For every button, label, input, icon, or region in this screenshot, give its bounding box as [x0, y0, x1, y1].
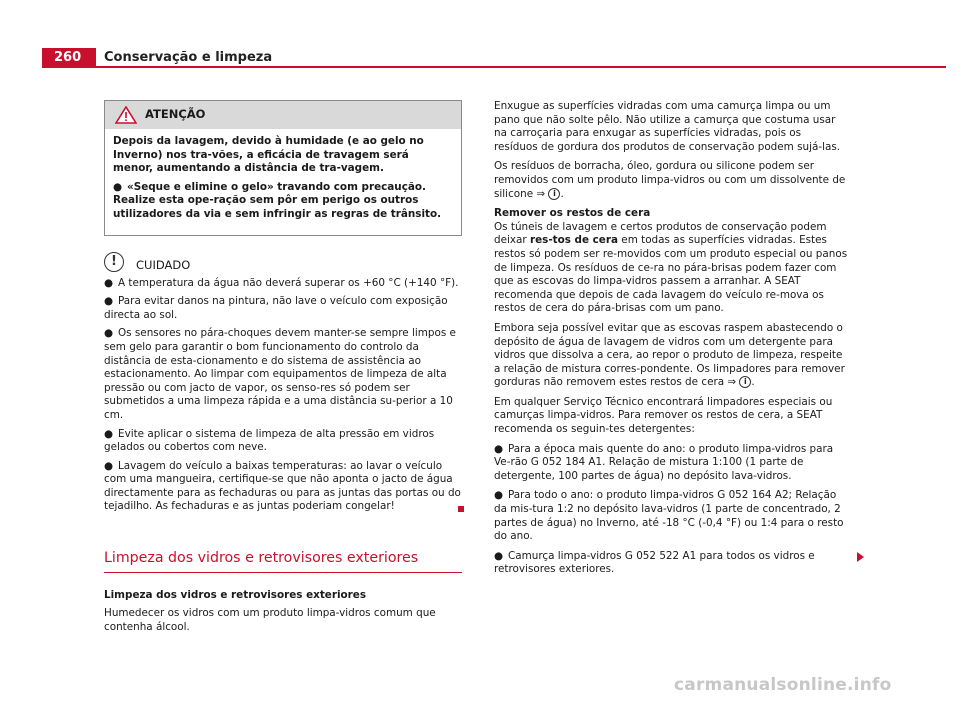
list-item-text: Camurça limpa-vidros G 052 522 A1 para todos os vidros e retrovisores exteriores. — [494, 549, 815, 576]
subsection-heading: Limpeza dos vidros e retrovisores exteriores — [104, 588, 367, 601]
bullet-icon: ● — [104, 459, 114, 472]
list-item-text: Para a época mais quente do ano: o produto limpa-vidros para Ve-rão G 052 184 A1. Relação de mistura 1:100 (1 parte de detergente, 100 partes de água) no depósito lava-vidros. — [494, 442, 834, 482]
warning-header — [105, 101, 461, 129]
warning-title: ATENÇÃO — [145, 107, 206, 122]
paragraph — [494, 221, 848, 316]
bullet-icon: ● — [494, 442, 504, 455]
caution-list — [104, 277, 462, 515]
paragraph — [494, 322, 848, 390]
caution-item-text: A temperatura da água não deverá superar os +60 °C (+140 °F). — [118, 276, 459, 289]
arrow-right-icon[interactable] — [857, 552, 864, 562]
list-item-text: Para todo o ano: o produto limpa-vidros G 052 164 A2; Relação da mis-tura 1:2 no depósito lava-vidros (1 parte de concentrado, 2 partes de água) no Inverno, até -18 °C (-0,4 °F) ou 1:4 para o resto do ano. — [494, 489, 844, 543]
caution-item — [104, 327, 462, 422]
warning-bullet-item — [113, 181, 451, 222]
paragraph-text: em todas as superfícies vidradas. Estes restos só podem ser re-movidos com um produto especial ou panos de limpeza. Os resíduos de ce-ra no pára-brisas podem fazer com que as escovas do limpa-vidros passem a arranhar. A SEAT recomenda que depois de cada lavagem do veículo re-mova os restos de cera do pára-brisas com um pano. — [494, 234, 848, 315]
bullet-icon: ● — [104, 276, 114, 289]
bullet-icon: ● — [104, 295, 114, 308]
paragraph-text: Embora seja possível evitar que as escovas raspem abastecendo o depósito de água de lavagem de vidros com um detergente para vidros que dissolva a cera, ao repor o produto de limpeza, respeite a relação de mistura corres-pondente. Os limpadores para remover gorduras não removem estes restos de cera ⇒ — [494, 321, 845, 389]
list-item — [494, 443, 848, 484]
caution-item-text: Para evitar danos na pintura, não lave o veículo com exposição directa ao sol. — [104, 295, 448, 321]
warning-box — [104, 100, 462, 236]
bullet-icon: ● — [494, 489, 504, 502]
paragraph-text: Os túneis de lavagem e certos produtos de conservação podem deixar — [494, 220, 827, 247]
section-heading: Limpeza dos vidros e retrovisores exteriores — [104, 552, 462, 573]
exclamation-circle-icon: ! — [104, 252, 124, 272]
caution-item — [104, 295, 462, 322]
caution-item-text: Lavagem do veículo a baixas temperaturas: ao lavar o veículo com uma mangueira, certifique-se que não aponta o jacto de água directamente para as fechaduras ou para as juntas das portas ou do tejadilho. As fechaduras e as juntas poderiam congelar! — [104, 459, 461, 513]
caution-item — [104, 277, 462, 291]
caution-header — [104, 252, 462, 272]
paragraph-text: Os resíduos de borracha, óleo, gordura ou silicone podem ser removidos com um produto limpa-vidros ou com um dissolvente de silicone ⇒ — [494, 160, 846, 200]
left-column — [104, 100, 462, 634]
caution-item-text: Evite aplicar o sistema de limpeza de alta pressão em vidros gelados ou cobertos com neve. — [104, 427, 435, 454]
caution-item — [104, 428, 462, 455]
page-title: Conservação e limpeza — [104, 50, 273, 65]
section-intro: Humedecer os vidros com um produto limpa-vidros comum que contenha álcool. — [104, 607, 436, 633]
paragraph: Em qualquer Serviço Técnico encontrará limpadores especiais ou camurças limpa-vidros. Para remover os restos de cera, a SEAT recomenda os seguin-tes detergentes: — [494, 395, 833, 436]
info-circle-icon[interactable]: i — [739, 376, 751, 388]
subsection-heading: Remover os restos de cera — [494, 207, 651, 220]
bold-term: res-tos de cera — [529, 234, 618, 247]
warning-paragraph: Depois da lavagem, devido à humidade (e ao gelo no Inverno) nos tra-vões, a eficácia de travagem será menor, aumentando a distância de tra-vagem. — [113, 135, 424, 175]
caution-title: CUIDADO — [136, 257, 191, 272]
warning-triangle-icon — [115, 106, 137, 124]
caution-item-text: Os sensores no pára-choques devem manter-se sempre limpos e sem gelo para garantir o bom funcionamento do controlo da distância de esta-cionamento e do sistema de assistência ao estacionamento. Ao limpar com equipamentos de limpeza de alta pressão ou com jacto de vapor, os senso-res só podem ser submetidos a uma limpeza rápida e a uma distância su-perior a 10 cm. — [104, 327, 456, 421]
caution-item — [104, 460, 462, 514]
right-column — [494, 100, 848, 583]
end-square-icon — [458, 506, 464, 512]
list-item — [494, 550, 848, 577]
bullet-icon: ● — [104, 427, 114, 440]
page-number: 260 — [42, 48, 96, 68]
paragraph-end: . — [751, 376, 755, 389]
bullet-icon: ● — [113, 180, 123, 193]
bullet-icon: ● — [494, 549, 504, 562]
paragraph-end: . — [560, 187, 564, 200]
warning-body — [105, 129, 461, 235]
paragraph — [494, 160, 848, 201]
warning-bullet-text: «Seque e elimine o gelo» travando com precaução. Realize esta ope-ração sem pôr em perigo os outros utilizadores da via e sem infringir as regras de trânsito. — [113, 180, 442, 220]
paragraph: Enxugue as superfícies vidradas com uma camurça limpa ou um pano que não solte pêlo. Não utilize a camurça que costuma usar na carroçaria para enxugar as superfícies vidradas, pois os resíduos de gordura dos produtos de conservação podem sujá-las. — [494, 100, 841, 153]
list-item — [494, 489, 848, 543]
bullet-icon: ● — [104, 327, 114, 340]
header-divider — [42, 66, 946, 68]
info-circle-icon[interactable]: i — [548, 188, 560, 200]
watermark: carmanualsonline.info — [674, 675, 892, 695]
